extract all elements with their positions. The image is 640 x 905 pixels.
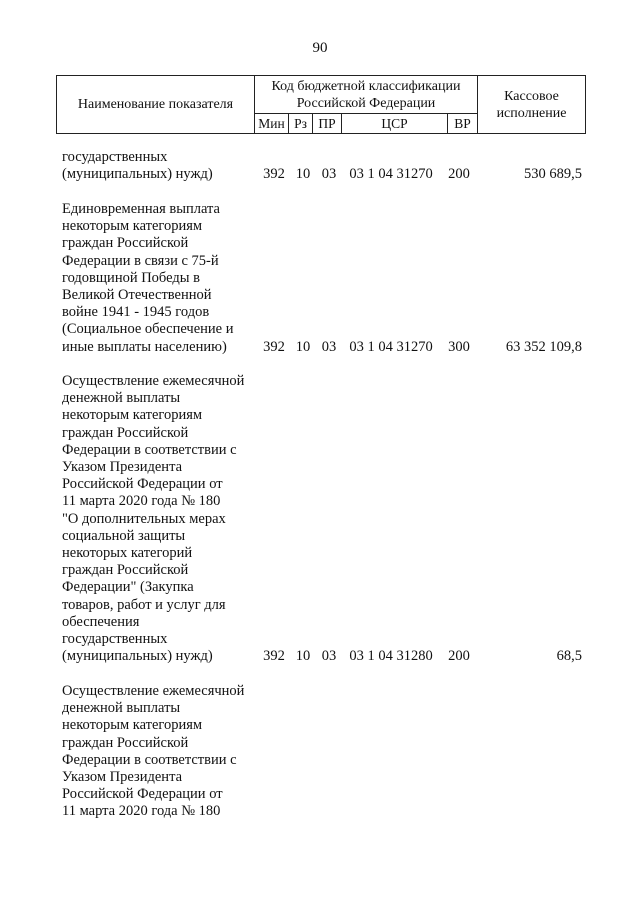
cell-csr: 03 1 04 31280 (349, 648, 433, 665)
cell-pr: 03 (321, 648, 337, 665)
row-name-line: Указом Президента (62, 459, 183, 476)
header-execution-column (478, 76, 586, 134)
row-name-line: обеспечения (62, 613, 140, 630)
cell-vr: 200 (448, 648, 470, 665)
header-rz: Рз (289, 114, 313, 134)
row-name-line: некоторых категорий (62, 545, 193, 562)
row-name-line: 11 марта 2020 года № 180 (62, 493, 221, 510)
row-name-line: Федерации в соответствии с (62, 751, 237, 768)
row-name-line: денежной выплаты (62, 390, 181, 407)
row-name-line: Единовременная выплата (62, 201, 220, 217)
row-name-line: социальной защиты (62, 527, 186, 544)
row-name-line: граждан Российской (62, 734, 189, 751)
row-name-line: Российской Федерации от (62, 476, 223, 493)
header-min: Мин (255, 114, 289, 134)
cell-pr: 03 (321, 166, 337, 183)
header-pr: ПР (313, 114, 342, 134)
header-execution-line: Кассовое (504, 88, 559, 104)
row-name (62, 683, 258, 821)
table-header (56, 75, 586, 134)
cell-rz: 10 (295, 166, 311, 183)
cell-min: 392 (263, 166, 285, 183)
row-name-line: Федерации в соответствии с (62, 441, 237, 458)
row-name-line: граждан Российской (62, 424, 189, 441)
row-name (62, 149, 258, 183)
row-name-line: Федерации" (Закупка (62, 579, 194, 596)
row-name-line: Осуществление ежемесячной (62, 373, 245, 389)
row-name-line: денежной выплаты (62, 700, 181, 717)
row-name-line: некоторым категориям (62, 407, 203, 424)
cell-rz: 10 (295, 338, 311, 355)
row-name-line: Федерации в связи с 75-й (62, 252, 219, 269)
header-code-group (255, 76, 478, 114)
row-name-line: "О дополнительных мерах (62, 510, 226, 527)
cell-csr: 03 1 04 31270 (349, 338, 433, 355)
row-name-line: государственных (62, 631, 168, 648)
header-vr: ВР (448, 114, 478, 134)
row-name (62, 201, 258, 356)
row-name (62, 373, 258, 665)
header-csr: ЦСР (342, 114, 448, 134)
header-code-line: Код бюджетной классификации (271, 78, 461, 94)
cell-min: 392 (263, 338, 285, 355)
row-name-line: некоторым категориям (62, 717, 203, 734)
row-name-line: Российской Федерации от (62, 786, 223, 803)
header-execution-line: исполнение (496, 105, 567, 121)
cell-amount: 530 689,5 (524, 166, 582, 183)
row-name-line: товаров, работ и услуг для (62, 596, 226, 613)
row-name-line: Осуществление ежемесячной (62, 683, 245, 699)
cell-rz: 10 (295, 648, 311, 665)
row-name-line: (Социальное обеспечение и (62, 321, 234, 338)
cell-vr: 300 (448, 338, 470, 355)
row-name-line: Указом Президента (62, 769, 183, 786)
row-name-line: Великой Отечественной (62, 287, 212, 304)
page-number: 90 (312, 40, 328, 56)
header-name-column (57, 76, 255, 134)
cell-csr: 03 1 04 31270 (349, 166, 433, 183)
row-name-line: годовщиной Победы в (62, 269, 200, 286)
row-name-line: государственных (62, 149, 168, 165)
row-name-line: граждан Российской (62, 562, 189, 579)
cell-min: 392 (263, 648, 285, 665)
row-name-line: (муниципальных) нужд) (62, 166, 213, 183)
cell-vr: 200 (448, 166, 470, 183)
row-name-line: войне 1941 - 1945 годов (62, 304, 210, 321)
header-code-line: Российской Федерации (296, 95, 436, 111)
row-name-line: граждан Российской (62, 235, 189, 252)
row-name-line: 11 марта 2020 года № 180 (62, 803, 221, 820)
row-name-line: (муниципальных) нужд) (62, 648, 213, 665)
row-name-line: иные выплаты населению) (62, 338, 227, 355)
row-name-line: некоторым категориям (62, 218, 203, 235)
cell-amount: 63 352 109,8 (505, 338, 582, 355)
cell-amount: 68,5 (556, 648, 582, 665)
header-name-label: Наименование показателя (77, 97, 234, 112)
cell-pr: 03 (321, 338, 337, 355)
